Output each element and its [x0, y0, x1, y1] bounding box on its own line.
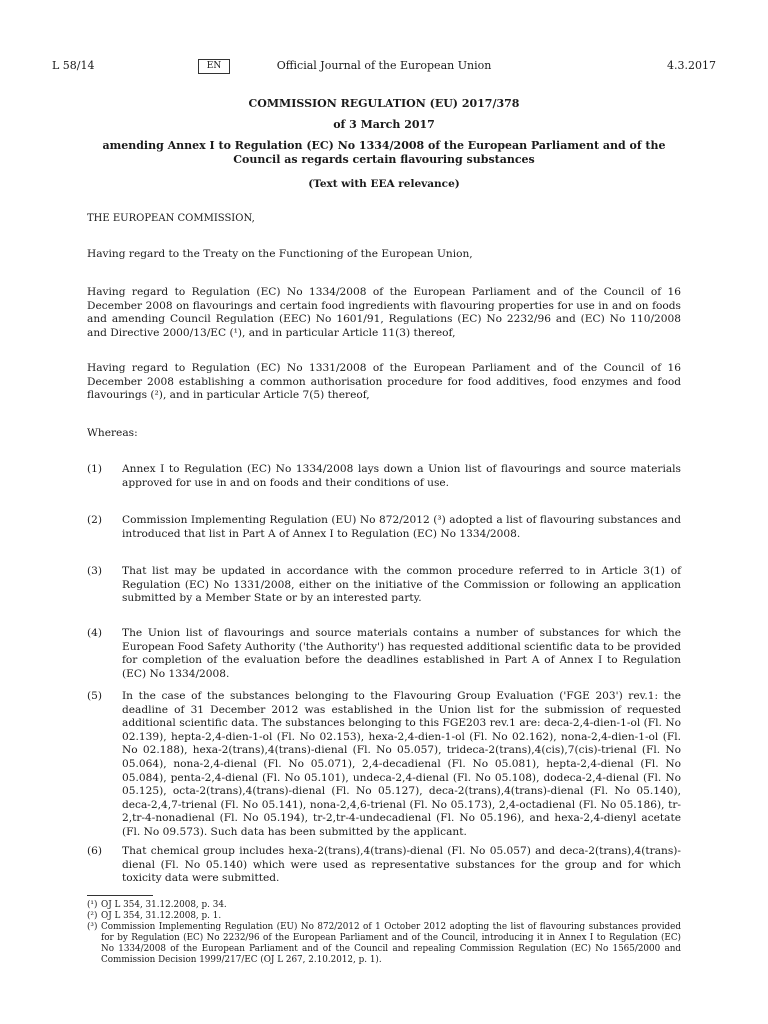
journal-title: Official Journal of the European Union [276, 59, 492, 72]
recital-number: (1) [87, 463, 103, 475]
footnote-number: (³) [87, 922, 98, 932]
publication-date: 4.3.2017 [667, 59, 716, 72]
recital-text: Commission Implementing Regulation (EU) No 872/2012 (³) adopted a list of flavouring substances and introduced that list in Part A of Annex I to Regulation (EC) No 1334/2008. [122, 514, 681, 540]
eea-relevance: (Text with EEA relevance) [308, 178, 460, 190]
recital-text: In the case of the substances belonging to the Flavouring Group Evaluation ('FGE 203') rev.1: the deadline of 31 December 2012 was established in the Union list for the submission of requested additional scientific data. The substances belonging to this FGE203 rev.1 are: deca-2,4-dien-1-ol (Fl. No 02.139), hepta-2,4-dien-1-ol (Fl. No 02.153), hexa-2,4-dien-1-ol (Fl. No 02.162), nona-2,4-dien-1-ol (Fl. No 02.188), hexa-2(trans),4(trans)-dienal (Fl. No 05.057), trideca-2(trans),4(cis),7(cis)-trienal (Fl. No 05.064), nona-2,4-dienal (Fl. No 05.071), 2,4-decadienal (Fl. No 05.081), hepta-2,4-dienal (Fl. No 05.084), penta-2,4-dienal (Fl. No 05.101), undeca-2,4-dienal (Fl. No 05.108), dodeca-2,4-dienal (Fl. No 05.125), octa-2(trans),4(trans)-dienal (Fl. No 05.127), deca-2(trans),4(trans)-dienal (Fl. No 05.140), deca-2,4,7-trienal (Fl. No 05.141), nona-2,4,6-trienal (Fl. No 05.173), 2,4-octadienal (Fl. No 05.186), tr-2,tr-4-nonadienal (Fl. No 05.194), tr-2,tr-4-undecadienal (Fl. No 05.196), and hexa-2,4-dienyl acetate (Fl. No 09.573). Such data has been submitted by the applicant. [122, 690, 681, 838]
whereas-heading: Whereas: [87, 427, 138, 439]
preamble-regulation-1334: Having regard to Regulation (EC) No 1334/2008 of the European Parliament and of the Council of 16 December 2008 on flavourings and certain food ingredients with flavouring properties for use in and on foods and amending Council Regulation (EEC) No 1601/91, Regulations (EC) No 2232/96 and (EC) No 110/2008 and Directive 2000/13/EC (¹), and in particular Article 11(3) thereof, [87, 286, 681, 339]
footnote-text: OJ L 354, 31.12.2008, p. 1. [101, 911, 222, 921]
recital-text: That list may be updated in accordance with the common procedure referred to in Article 3(1) of Regulation (EC) No 1331/2008, either on the initiative of the Commission or following an application submitted by a Member State or by an interested party. [122, 565, 681, 605]
footnote-number: (²) [87, 911, 98, 921]
footnote-separator [87, 895, 153, 896]
preamble-treaty: Having regard to the Treaty on the Functioning of the European Union, [87, 248, 473, 260]
commission-heading: THE EUROPEAN COMMISSION, [87, 213, 255, 224]
recital-text: Annex I to Regulation (EC) No 1334/2008 lays down a Union list of flavourings and source materials approved for use in and on foods and their conditions of use. [122, 463, 681, 489]
recital-number: (2) [87, 514, 103, 526]
recital-text: That chemical group includes hexa-2(trans),4(trans)-dienal (Fl. No 05.057) and deca-2(trans),4(trans)-dienal (Fl. No 05.140) which were used as representative substances for the group and for which toxicity data were submitted. [122, 845, 681, 885]
recital-text: The Union list of flavourings and source materials contains a number of substances for which the European Food Safety Authority ('the Authority') has requested additional scientific data to be provided for completion of the evaluation before the deadlines established in Part A of Annex I to Regulation (EC) No 1334/2008. [122, 627, 681, 680]
page-reference: L 58/14 [52, 59, 95, 72]
recital-number: (4) [87, 627, 103, 639]
page-header [52, 59, 716, 75]
language-badge: EN [198, 59, 230, 74]
footnote-text: OJ L 354, 31.12.2008, p. 34. [101, 900, 227, 910]
regulation-subject: amending Annex I to Regulation (EC) No 1334/2008 of the European Parliament and of the Council as regards certain flavouring substances [102, 139, 666, 166]
recital-number: (3) [87, 565, 103, 577]
regulation-title: COMMISSION REGULATION (EU) 2017/378 [248, 97, 520, 110]
recital-number: (5) [87, 690, 103, 702]
regulation-date: of 3 March 2017 [333, 118, 435, 131]
recital-number: (6) [87, 845, 103, 857]
footnote-text: Commission Implementing Regulation (EU) No 872/2012 of 1 October 2012 adopting the list of flavouring substances provided for by Regulation (EC) No 2232/96 of the European Parliament and of the Council, introducing it in Annex I to Regulation (EC) No 1334/2008 of the European Parliament and of the Council and repealing Commission Regulation (EC) No 1565/2000 and Commission Decision 1999/217/EC (OJ L 267, 2.10.2012, p. 1). [101, 922, 681, 965]
preamble-regulation-1331: Having regard to Regulation (EC) No 1331/2008 of the European Parliament and of the Council of 16 December 2008 establishing a common authorisation procedure for food additives, food enzymes and food flavourings (²), and in particular Article 7(5) thereof, [87, 362, 681, 402]
footnote-number: (¹) [87, 900, 98, 910]
